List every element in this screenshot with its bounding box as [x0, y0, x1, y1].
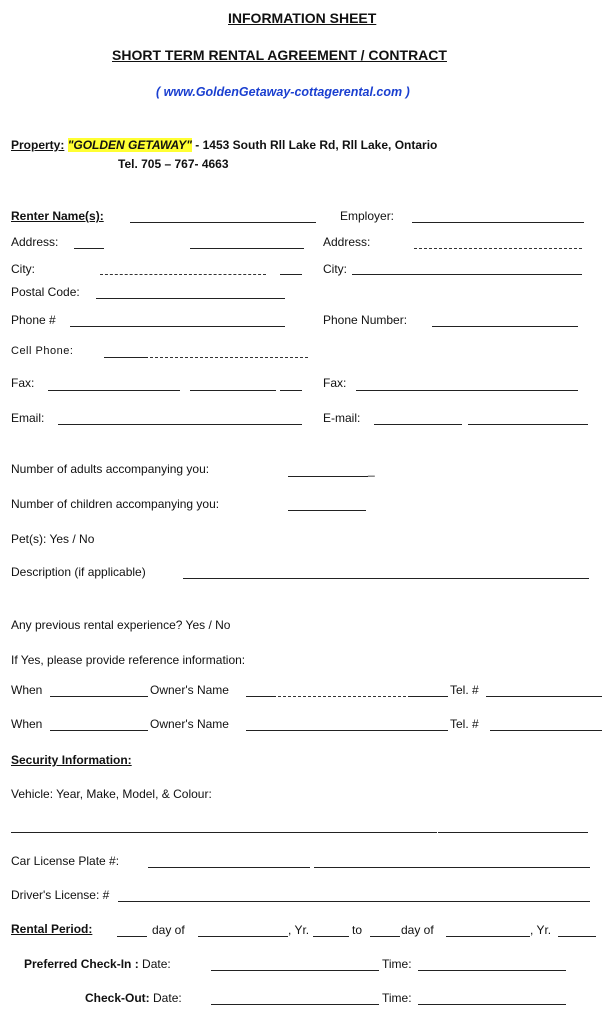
property-address: - 1453 South Rll Lake Rd, Rll Lake, Ontario: [191, 138, 438, 152]
checkout-time-field[interactable]: [418, 1004, 566, 1005]
phone-field[interactable]: [70, 326, 285, 327]
day-of-label-2: day of: [401, 923, 434, 937]
checkin-time-field[interactable]: [418, 970, 566, 971]
address-field-1[interactable]: [74, 248, 104, 249]
fax-label: Fax:: [11, 376, 35, 390]
address2-field[interactable]: [414, 248, 582, 249]
rental-period-label: Rental Period:: [11, 922, 93, 936]
address2-label: Address:: [323, 235, 371, 249]
owner-field-2[interactable]: [246, 730, 448, 731]
website-link[interactable]: www.GoldenGetaway-cottagerental.com: [163, 85, 403, 99]
checkin-time-label: Time:: [382, 957, 412, 971]
pet-description-label: Description (if applicable): [11, 565, 146, 579]
checkout-date-field[interactable]: [211, 1004, 379, 1005]
when-field-2[interactable]: [50, 730, 148, 731]
cell-phone-field-1[interactable]: [104, 357, 148, 358]
city2-field[interactable]: [352, 274, 582, 275]
owner-field-1a[interactable]: [246, 696, 276, 697]
renter-name-field[interactable]: [130, 222, 316, 223]
email2-label: E-mail:: [323, 411, 361, 425]
address-field-2[interactable]: [190, 248, 304, 249]
when-field-1[interactable]: [50, 696, 148, 697]
fax2-label: Fax:: [323, 376, 347, 390]
license-plate-field-1[interactable]: [148, 867, 310, 868]
phone-number-field[interactable]: [432, 326, 578, 327]
tel-field-2[interactable]: [490, 730, 602, 731]
property-tel: Tel. 705 – 767- 4663: [118, 157, 229, 171]
phone-label: Phone #: [11, 313, 56, 327]
children-field[interactable]: [288, 510, 366, 511]
email2-field-1[interactable]: [374, 424, 462, 425]
checkout-time-label: Time:: [382, 991, 412, 1005]
checkin-date-field[interactable]: [211, 970, 379, 971]
postal-code-label: Postal Code:: [11, 285, 80, 299]
tel-label-1: Tel. #: [450, 683, 479, 697]
owner-field-1c[interactable]: [408, 696, 448, 697]
children-label: Number of children accompanying you:: [11, 497, 220, 511]
day-of-label-1: day of: [152, 923, 185, 937]
checkin-date-label: Date:: [142, 957, 171, 971]
property-name: "GOLDEN GETAWAY": [67, 138, 192, 152]
when-label-1: When: [11, 683, 43, 697]
employer-label: Employer:: [340, 209, 395, 223]
city2-label: City:: [323, 262, 347, 276]
city-label: City:: [11, 262, 35, 276]
postal-code-field[interactable]: [96, 298, 285, 299]
fax-field-1[interactable]: [48, 390, 180, 391]
property-line: [11, 138, 437, 152]
drivers-license-label: Driver's License: #: [11, 888, 110, 902]
checkout-line: [85, 991, 182, 1005]
employer-field[interactable]: [412, 222, 584, 223]
city-field[interactable]: [100, 274, 266, 275]
drivers-license-field[interactable]: [118, 901, 590, 902]
cell-phone-label: Cell Phone:: [11, 345, 74, 357]
rental-start-year-field[interactable]: [313, 936, 349, 937]
adults-field-suffix: _: [368, 463, 375, 477]
checkout-label: Check-Out:: [85, 991, 150, 1005]
rental-end-year-field[interactable]: [558, 936, 596, 937]
email2-field-2[interactable]: [468, 424, 588, 425]
pet-description-field[interactable]: [183, 578, 589, 579]
adults-label: Number of adults accompanying you:: [11, 462, 210, 476]
phone-number-label: Phone Number:: [323, 313, 408, 327]
yr-label-1: , Yr.: [288, 923, 310, 937]
cell-phone-field-2[interactable]: [150, 357, 308, 358]
fax2-field[interactable]: [356, 390, 578, 391]
license-plate-field-2[interactable]: [314, 867, 590, 868]
email-field[interactable]: [58, 424, 302, 425]
owner-field-1b[interactable]: [278, 696, 406, 697]
vehicle-label: Vehicle: Year, Make, Model, & Colour:: [11, 787, 212, 801]
owner-label-1: Owner's Name: [150, 683, 229, 697]
security-heading: Security Information:: [11, 753, 132, 767]
rental-end-month-field[interactable]: [446, 936, 530, 937]
license-plate-label: Car License Plate #:: [11, 854, 120, 868]
tel-label-2: Tel. #: [450, 717, 479, 731]
reference-prompt: If Yes, please provide reference information:: [11, 653, 246, 667]
sheet-title: INFORMATION SHEET: [228, 10, 377, 26]
checkin-label: Preferred Check-In :: [24, 957, 139, 971]
property-label: Property:: [11, 138, 65, 152]
pets-label: Pet(s): Yes / No: [11, 532, 95, 546]
rental-start-month-field[interactable]: [198, 936, 288, 937]
fax-field-3[interactable]: [280, 390, 302, 391]
website-paren-open: (: [156, 85, 164, 99]
city-field-end[interactable]: [280, 274, 302, 275]
website-line: [156, 85, 410, 99]
fax-field-2[interactable]: [190, 390, 276, 391]
agreement-subtitle: SHORT TERM RENTAL AGREEMENT / CONTRACT: [112, 47, 447, 63]
to-label: to: [352, 923, 363, 937]
tel-field-1[interactable]: [486, 696, 602, 697]
website-paren-close: ): [402, 85, 410, 99]
owner-label-2: Owner's Name: [150, 717, 229, 731]
checkout-date-label: Date:: [153, 991, 182, 1005]
vehicle-field-2[interactable]: [438, 832, 588, 833]
vehicle-field-1[interactable]: [11, 832, 437, 833]
checkin-line: [24, 957, 171, 971]
adults-field[interactable]: [288, 476, 368, 477]
rental-end-day-field[interactable]: [370, 936, 400, 937]
rental-experience-question: Any previous rental experience? Yes / No: [11, 618, 231, 632]
when-label-2: When: [11, 717, 43, 731]
renter-name-label: Renter Name(s):: [11, 209, 104, 223]
yr-label-2: , Yr.: [530, 923, 552, 937]
email-label: Email:: [11, 411, 45, 425]
rental-start-day-field[interactable]: [117, 936, 147, 937]
address-label: Address:: [11, 235, 59, 249]
